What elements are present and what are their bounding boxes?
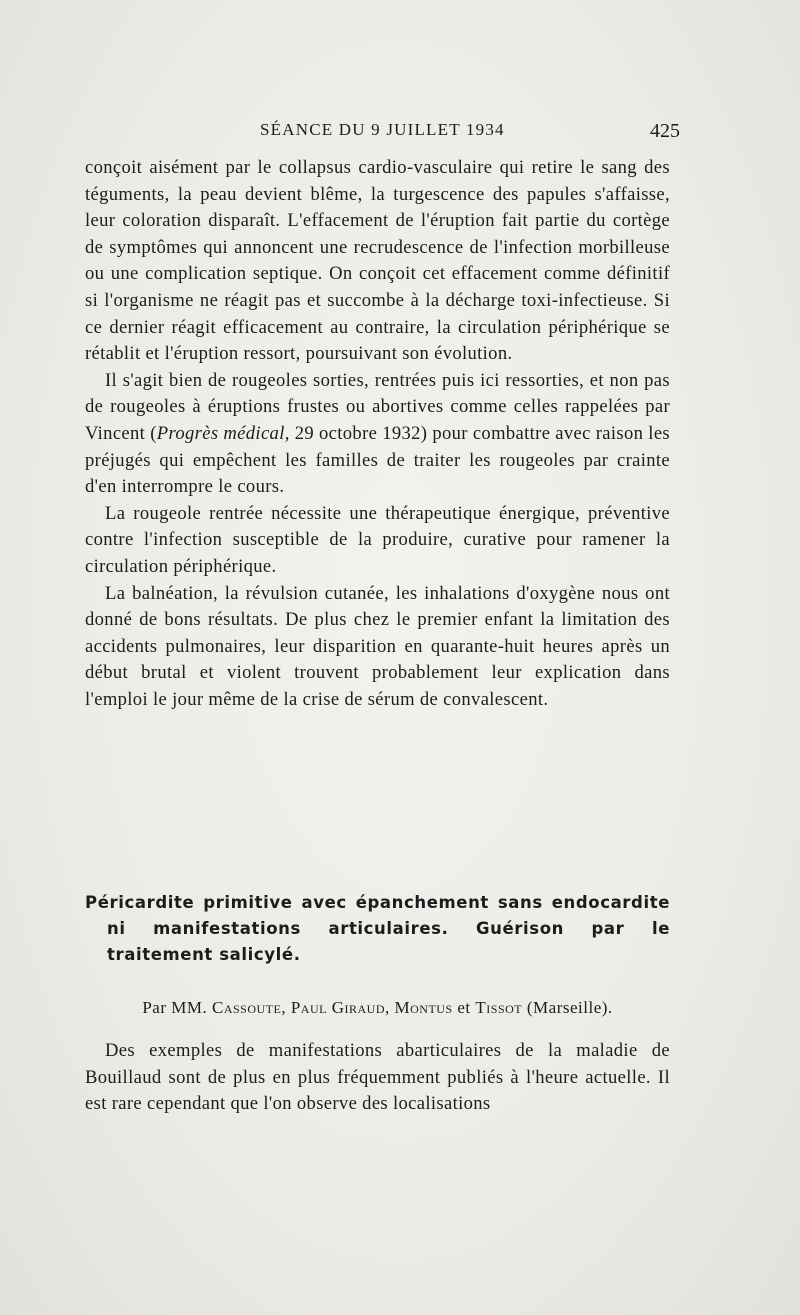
author-1: Cassoute, (211, 998, 287, 1017)
citation-journal: Progrès médical, (156, 422, 290, 444)
author-2: Paul Giraud, (290, 998, 390, 1017)
author-4: Tissot (475, 998, 523, 1017)
article-body: Des exemples de manifestations abarticulaires de la maladie de Bouillaud sont de plus en plus fréquemment publiés à l'heure actuelle. Il est rare cependant que l'on observe des localisations (85, 1040, 670, 1115)
body-text (85, 155, 670, 713)
article-section (85, 890, 670, 1118)
byline (85, 998, 670, 1018)
paragraph-4: La balnéation, la révulsion cutanée, les inhalations d'oxygène nous ont donné de bons résultats. De plus chez le premier enfant la limitation des accidents pulmonaires, leur disparition en quarante-huit heures après un début brutal et violent trouvent probablement leur explication dans l'emploi le jour même de la crise de sérum de convalescent. (85, 582, 670, 710)
article-title: Péricardite primitive avec épanchement sans endocardite ni manifestations articulaires. Guérison par le traitement salicylé. (85, 893, 670, 964)
author-3: Montus (394, 998, 453, 1017)
byline-prefix: Par MM. (142, 998, 208, 1017)
citation-rest: 29 octobre 1932) pour combattre avec raison les préjugés qui empêchent les familles de traiter les rougeoles par crainte d'en interrompre le cours. (85, 422, 671, 498)
byline-place: (Marseille). (526, 998, 613, 1017)
paragraph-2 (85, 368, 670, 501)
paragraph-2-text: Il s'agit bien de rougeoles sorties, rentrées puis ici ressorties, et non pas de rougeoles à éruptions frustes ou abortives comme celles rappelées par Vincent ( (85, 369, 670, 444)
paragraph-3: La rougeole rentrée nécessite une thérapeutique énergique, préventive contre l'infection susceptible de la produire, curative pour ramener la circulation périphérique. (85, 502, 670, 577)
page-number: 425 (650, 120, 680, 142)
paragraph-1: conçoit aisément par le collapsus cardio-vasculaire qui retire le sang des téguments, la peau devient blême, la turgescence des papules s'affaisse, leur coloration disparaît. L'effacement de l'éruption fait partie du cortège de symptômes qui annoncent une recrudescence de l'infection morbilleuse ou une complication septique. On conçoit cet effacement comme définitif si l'organisme ne réagit pas et succombe à la décharge toxi-infectieuse. Si ce dernier réagit efficacement au contraire, la circulation périphérique se rétablit et l'éruption ressort, poursuivant son évolution. (85, 157, 670, 365)
page-header (85, 116, 680, 150)
byline-and: et (457, 998, 471, 1017)
running-head: SÉANCE DU 9 JUILLET 1934 (260, 120, 505, 139)
